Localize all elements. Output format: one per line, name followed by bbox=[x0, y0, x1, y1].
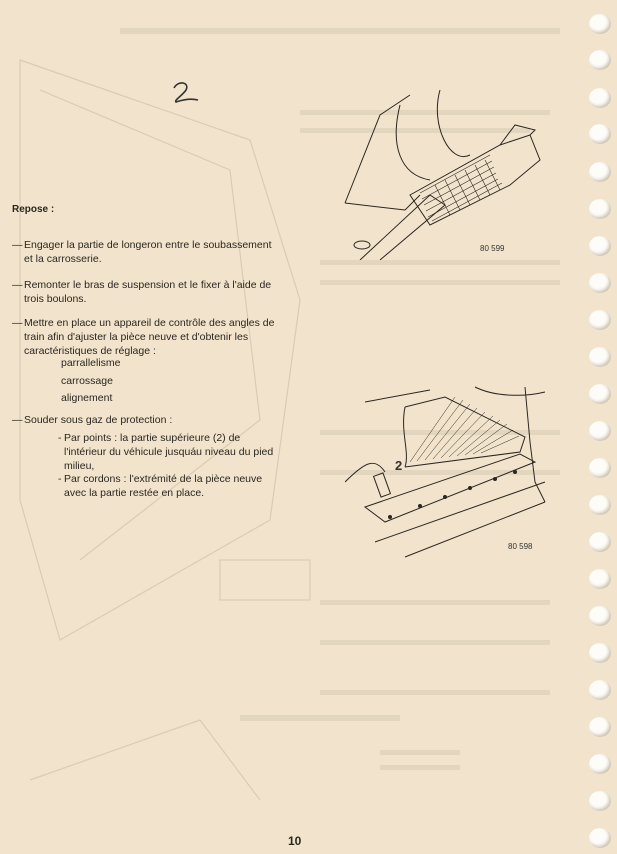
step-2 bbox=[12, 278, 282, 306]
binder-hole bbox=[589, 236, 611, 256]
weld-text: Par points : la partie supérieure (2) de l'intérieur du véhicule jusquáu niveau du pied milieu, bbox=[64, 432, 274, 472]
binder-hole bbox=[589, 569, 611, 589]
weld-method-seam bbox=[58, 472, 278, 500]
binder-hole bbox=[589, 199, 611, 219]
binder-hole bbox=[589, 347, 611, 367]
binder-hole bbox=[589, 643, 611, 663]
figure-welding-illustration bbox=[345, 382, 550, 562]
step-text: Remonter le bras de suspension et le fixer à l'aide de trois boulons. bbox=[24, 279, 272, 305]
figure-longeron-illustration bbox=[340, 85, 550, 260]
dash: — bbox=[12, 317, 23, 329]
bullet: - bbox=[58, 473, 62, 485]
step-3 bbox=[12, 316, 282, 358]
binder-hole bbox=[589, 421, 611, 441]
binder-hole bbox=[589, 273, 611, 293]
binder-hole bbox=[589, 754, 611, 774]
step-4 bbox=[12, 413, 282, 427]
callout-2: 2 bbox=[395, 458, 403, 473]
bullet: - bbox=[58, 432, 62, 444]
figure-label: 80 599 bbox=[480, 244, 505, 253]
binder-hole bbox=[589, 384, 611, 404]
dash: — bbox=[12, 414, 23, 426]
setting-alignment: alignement bbox=[61, 392, 113, 404]
binder-hole bbox=[589, 14, 611, 34]
binder-hole bbox=[589, 310, 611, 330]
binder-hole bbox=[589, 791, 611, 811]
step-1 bbox=[12, 238, 282, 266]
setting-camber: carrossage bbox=[61, 375, 113, 387]
figure-label: 80 598 bbox=[508, 542, 533, 551]
binder-hole bbox=[589, 495, 611, 515]
handwritten-mark bbox=[168, 78, 208, 113]
section-heading: Repose : bbox=[12, 204, 55, 215]
step-text: Souder sous gaz de protection : bbox=[24, 414, 173, 426]
weld-method-spot bbox=[58, 431, 278, 473]
step-text: Mettre en place un appareil de contrôle des angles de train afin d'ajuster la pièce neuve et d'obtenir les caractéristiques de réglage : bbox=[24, 317, 275, 357]
binder-hole bbox=[589, 162, 611, 182]
binder-hole bbox=[589, 717, 611, 737]
binder-hole bbox=[589, 88, 611, 108]
binder-hole bbox=[589, 606, 611, 626]
binder-hole bbox=[589, 532, 611, 552]
dash: — bbox=[12, 279, 23, 291]
weld-text: Par cordons : l'extrémité de la pièce neuve avec la partie restée en place. bbox=[64, 473, 263, 499]
step-text: Engager la partie de longeron entre le soubassement et la carrosserie. bbox=[24, 239, 272, 265]
dash: — bbox=[12, 239, 23, 251]
setting-parallelism: parrallelisme bbox=[61, 357, 121, 369]
binder-hole bbox=[589, 828, 611, 848]
binder-hole bbox=[589, 458, 611, 478]
page-number: 10 bbox=[288, 834, 302, 848]
binder-hole bbox=[589, 680, 611, 700]
binder-hole bbox=[589, 50, 611, 70]
binder-hole bbox=[589, 124, 611, 144]
